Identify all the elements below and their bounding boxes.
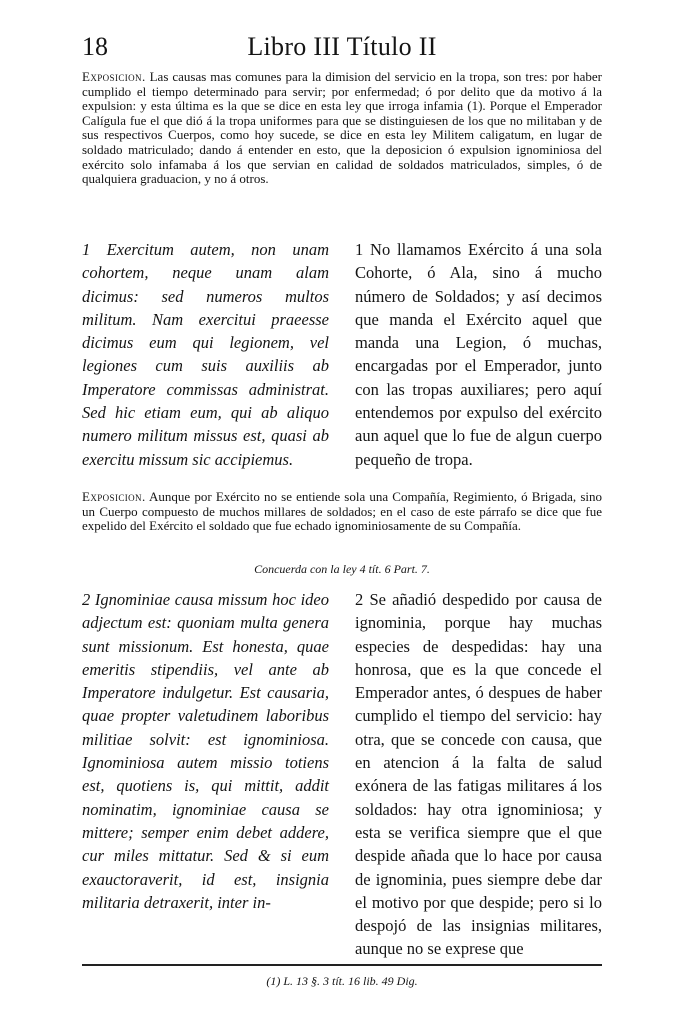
- section-1-spanish: 1 No llamamos Exército á una sola Cohorte, ó Ala, sino á mucho número de Soldados; y así decimos que manda el Exército aquel que manda una Legion, ó muchas, encargadas por el Emperador, junto con las tropas auxiliares; pero aquí entendemos por expulso del exército aun aquel que lo fue de algun cuerpo pequeño de tropa.: [355, 240, 602, 469]
- exposicion-label-2: Exposicion.: [82, 489, 146, 504]
- section-1-latin: 1 Exercitum autem, non unam cohortem, neque unam alam dicimus: sed numeros multos militum. Nam exercitui praeesse dicimus eum qui legionem, vel legiones cum suis auxiliis ab Imperatore commissas administrat. Sed hic etiam eum, qui ab aliquo numero militum missus est, quasi ab exercitu missum sic accipiemus.: [82, 240, 329, 469]
- exposicion-paragraph-1: [82, 70, 602, 238]
- exposicion-paragraph-2: [82, 490, 602, 568]
- section-1-columns: [82, 238, 602, 478]
- section-2-latin: 2 Ignominiae causa missum hoc ideo adjectum est: quoniam multa genera sunt missionum. Est honesta, quae emeritis stipendiis, vel ante ab Imperatore indulgetur. Est causaria, quae propter valetudinem laboribus militiae solvit: est ignominiosa. Ignominiosa autem missio totiens est, quotiens is, qui mittit, addit nominatim, ignominiae causa se mittere; semper enim debet addere, cur miles mittatur. Sed & si eum exauctoraverit, id est, insignia militaria detraxerit, inter in-: [82, 590, 329, 912]
- exposicion-label: Exposicion.: [82, 69, 146, 84]
- concordance-note: Concuerda con la ley 4 tít. 6 Part. 7.: [254, 562, 430, 576]
- exposicion-text: Las causas mas comunes para la dimision del servicio en la tropa, son tres: por haber cumplido el tiempo determinado para servir; por enfermedad; ó por delito que da motivo á la expulsion: y esta última es la que se dice en esta ley que irroga infamia (1). Porque el Emperador Calígula fue el que dió á la tropa uniformes para que se distinguiesen de los que no militaban y de sus respectivos Cuerpos, como hoy sucede, se dice en esta ley Militem caligatum, en lugar de soldado matriculado; dando á entender en esto, que la deposicion ó expulsion ignominiosa del exército solo infamaba á los que servian en calidad de soldados matriculados, simples, ó de qualquiera graduacion, y no á otros.: [82, 69, 602, 187]
- page-header: [82, 24, 602, 70]
- page-number: 18: [82, 32, 108, 61]
- running-title: Libro III Título II: [247, 32, 437, 61]
- document-page: [82, 24, 602, 989]
- footnote-divider: [82, 964, 602, 966]
- footnote: [82, 974, 602, 989]
- footnote-text: (1) L. 13 §. 3 tít. 16 lib. 49 Dig.: [266, 974, 418, 988]
- section-2-spanish: 2 Se añadió despedido por causa de ignominia, porque hay muchas especies de despedidas: hay una honrosa, que es la que concede el Emperador antes, ó despues de haber cumplido el tiempo del servicio: hay otra, que se concede con causa, que en atencion á la falta de salud exónera de las fatigas militares á los soldados: hay otra ignominiosa; y esta se verifica siempre que el que despide añada que lo hace por causa de ignominia, pues siempre debe dar el motivo por que despide; pero si lo despojó de las insignias militares, aunque no se exprese que: [355, 590, 602, 959]
- exposicion-text-2: Aunque por Exército no se entiende sola una Compañía, Regimiento, ó Brigada, sino un Cuerpo compuesto de muchos millares de soldados; en el caso de este párrafo se dice que fue expelido del Exército el soldado que fue echado ignominiosamente de su Compañía.: [82, 489, 602, 534]
- section-2-columns: [82, 588, 602, 959]
